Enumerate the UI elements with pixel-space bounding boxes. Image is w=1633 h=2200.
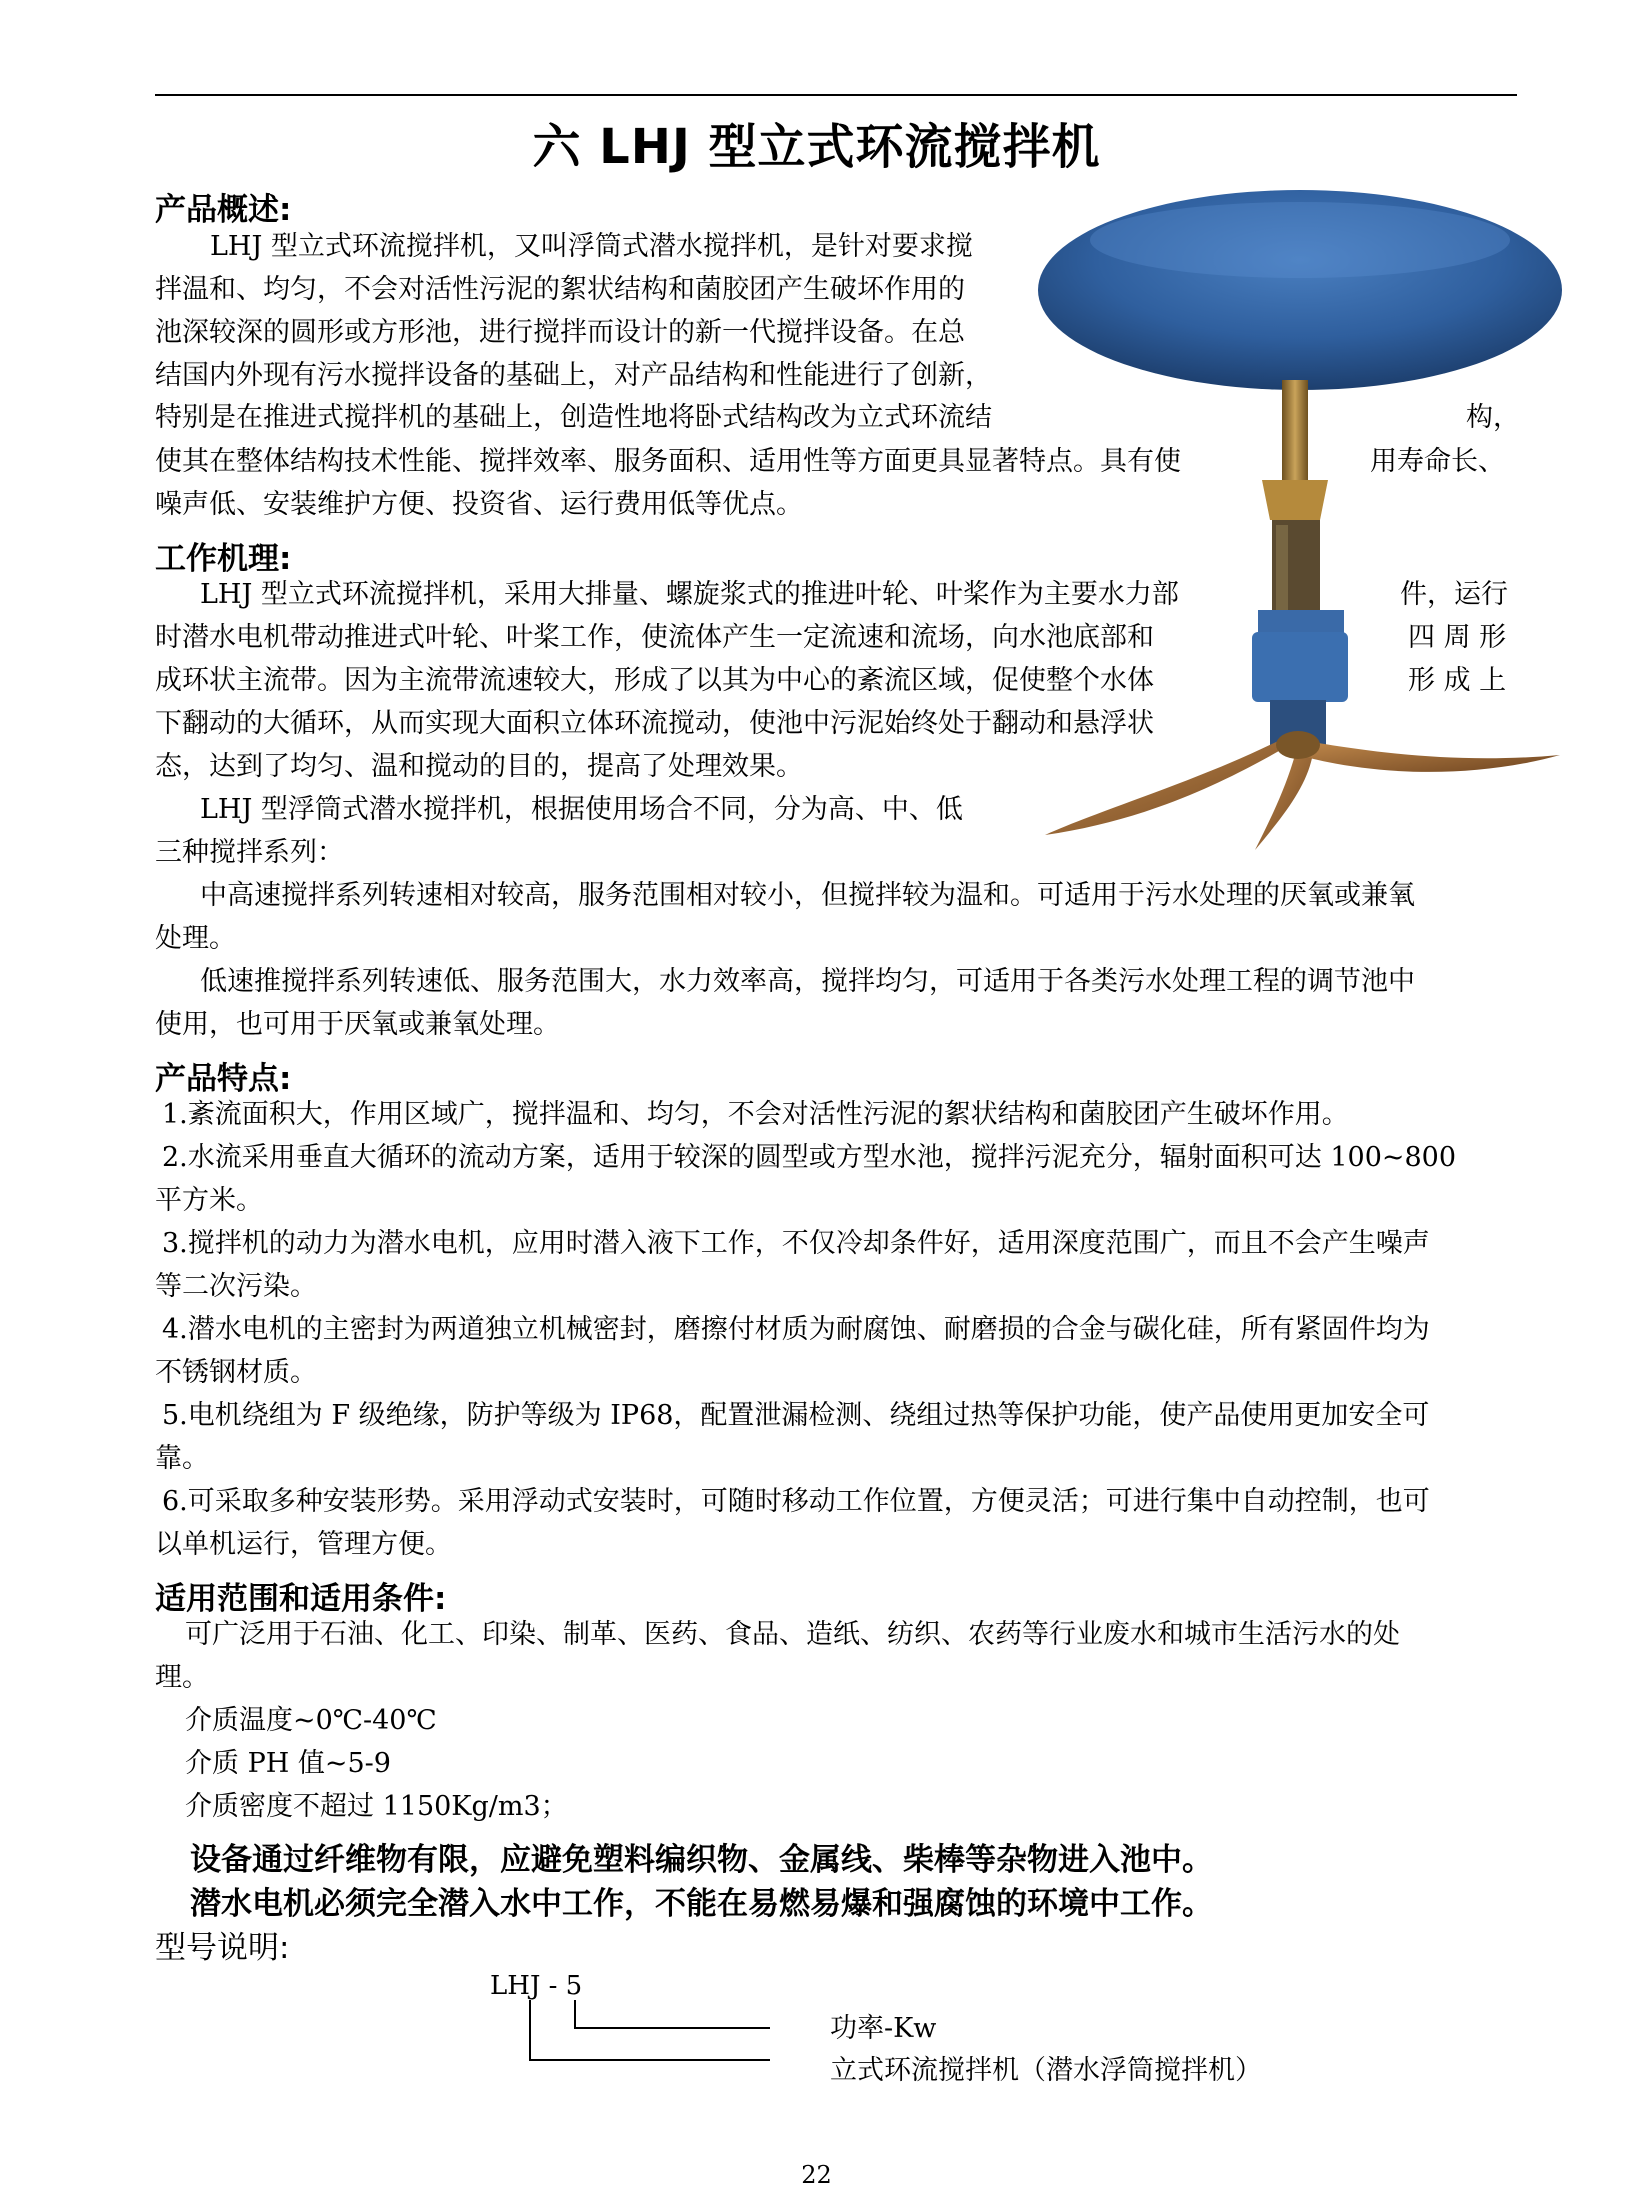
- overview-line: LHJ 型立式环流搅拌机，又叫浮筒式潜水搅拌机，是针对要求搅: [210, 231, 973, 262]
- overview-line: 用寿命长、: [1370, 446, 1505, 477]
- feature-line: 5.电机绕组为 F 级绝缘，防护等级为 IP68，配置泄漏检测、绕组过热等保护功能，使产品使用更加安全可: [162, 1400, 1430, 1431]
- model-type-label: 立式环流搅拌机（潜水浮筒搅拌机）: [830, 2055, 1262, 2086]
- model-code: LHJ - 5: [490, 1971, 583, 2001]
- feature-line: 靠。: [155, 1443, 209, 1474]
- model-power-label: 功率-Kw: [830, 2013, 937, 2044]
- mechanism-line: 成环状主流带。因为主流带流速较大，形成了以其为中心的紊流区域，促使整个水体: [155, 665, 1154, 696]
- feature-line: 平方米。: [155, 1185, 263, 1216]
- mechanism-line: 低速推搅拌系列转速低、服务范围大，水力效率高，搅拌均匀，可适用于各类污水处理工程的调节池中: [200, 966, 1415, 997]
- mechanism-line: 下翻动的大循环，从而实现大面积立体环流搅动，使池中污泥始终处于翻动和悬浮状: [155, 708, 1154, 739]
- overview-line: 使其在整体结构技术性能、搅拌效率、服务面积、适用性等方面更具显著特点。具有使: [155, 446, 1181, 477]
- model-heading: 型号说明:: [155, 1930, 290, 1966]
- scope-line: 介质密度不超过 1150Kg/m3；: [185, 1791, 568, 1822]
- feature-line: 4.潜水电机的主密封为两道独立机械密封，磨擦付材质为耐腐蚀、耐磨损的合金与碳化硅，所有紧固件均为: [162, 1314, 1430, 1345]
- overview-line: 构，: [1466, 402, 1520, 433]
- power-bracket-line: [575, 2000, 770, 2028]
- overview-heading: 产品概述:: [155, 192, 292, 228]
- mechanism-heading: 工作机理:: [155, 541, 292, 577]
- scope-line: 可广泛用于石油、化工、印染、制革、医药、食品、造纸、纺织、农药等行业废水和城市生活污水的处: [185, 1619, 1400, 1650]
- scope-line: 理。: [155, 1662, 209, 1693]
- mechanism-line: 中高速搅拌系列转速相对较高，服务范围相对较小，但搅拌较为温和。可适用于污水处理的厌氧或兼氧: [200, 880, 1415, 911]
- mechanism-line: LHJ 型立式环流搅拌机，采用大排量、螺旋浆式的推进叶轮、叶桨作为主要水力部: [200, 579, 1179, 610]
- feature-line: 1.紊流面积大，作用区域广，搅拌温和、均匀，不会对活性污泥的絮状结构和菌胶团产生破坏作用。: [162, 1099, 1349, 1130]
- scope-heading: 适用范围和适用条件:: [155, 1581, 447, 1617]
- mechanism-line: 三种搅拌系列：: [155, 837, 344, 868]
- feature-line: 等二次污染。: [155, 1271, 317, 1302]
- feature-line: 3.搅拌机的动力为潜水电机，应用时潜入液下工作，不仅冷却条件好，适用深度范围广，而且不会产生噪声: [162, 1228, 1430, 1259]
- feature-line: 2.水流采用垂直大循环的流动方案，适用于较深的圆型或方型水池，搅拌污泥充分，辐射面积可达 100~800: [162, 1142, 1457, 1173]
- feature-line: 以单机运行，管理方便。: [155, 1529, 452, 1560]
- page-title: 六 LHJ 型立式环流搅拌机: [532, 119, 1101, 175]
- type-bracket-line: [530, 2000, 770, 2060]
- mechanism-line: 形 成 上: [1408, 665, 1507, 696]
- warning-line: 设备通过纤维物有限，应避免塑料编织物、金属线、柴棒等杂物进入池中。: [190, 1842, 1213, 1878]
- mechanism-line: 使用，也可用于厌氧或兼氧处理。: [155, 1009, 560, 1040]
- mechanism-line: 时潜水电机带动推进式叶轮、叶桨工作，使流体产生一定流速和流场，向水池底部和: [155, 622, 1154, 653]
- scope-line: 介质温度~0℃-40℃: [185, 1705, 437, 1736]
- warning-line: 潜水电机必须完全潜入水中工作，不能在易燃易爆和强腐蚀的环境中工作。: [190, 1886, 1213, 1922]
- scope-line: 介质 PH 值~5-9: [185, 1748, 391, 1779]
- mechanism-line: 四 周 形: [1408, 622, 1507, 653]
- mechanism-line: 态，达到了均匀、温和搅动的目的，提高了处理效果。: [155, 751, 803, 782]
- mixer-photo: [1030, 180, 1570, 860]
- features-heading: 产品特点:: [155, 1061, 292, 1097]
- mechanism-line: LHJ 型浮筒式潜水搅拌机，根据使用场合不同，分为高、中、低: [200, 794, 963, 825]
- overview-line: 噪声低、安装维护方便、投资省、运行费用低等优点。: [155, 489, 803, 520]
- page-number: 22: [801, 2161, 832, 2189]
- overview-line: 结国内外现有污水搅拌设备的基础上，对产品结构和性能进行了创新，: [155, 360, 992, 391]
- overview-line: 拌温和、均匀，不会对活性污泥的絮状结构和菌胶团产生破坏作用的: [155, 274, 965, 305]
- mechanism-line: 处理。: [155, 923, 236, 954]
- top-rule: [155, 94, 1517, 96]
- mechanism-line: 件，运行: [1400, 579, 1508, 610]
- overview-line: 特别是在推进式搅拌机的基础上，创造性地将卧式结构改为立式环流结: [155, 402, 992, 433]
- overview-line: 池深较深的圆形或方形池，进行搅拌而设计的新一代搅拌设备。在总: [155, 317, 965, 348]
- feature-line: 6.可采取多种安装形势。采用浮动式安装时，可随时移动工作位置，方便灵活；可进行集中自动控制，也可: [162, 1486, 1430, 1517]
- feature-line: 不锈钢材质。: [155, 1357, 317, 1388]
